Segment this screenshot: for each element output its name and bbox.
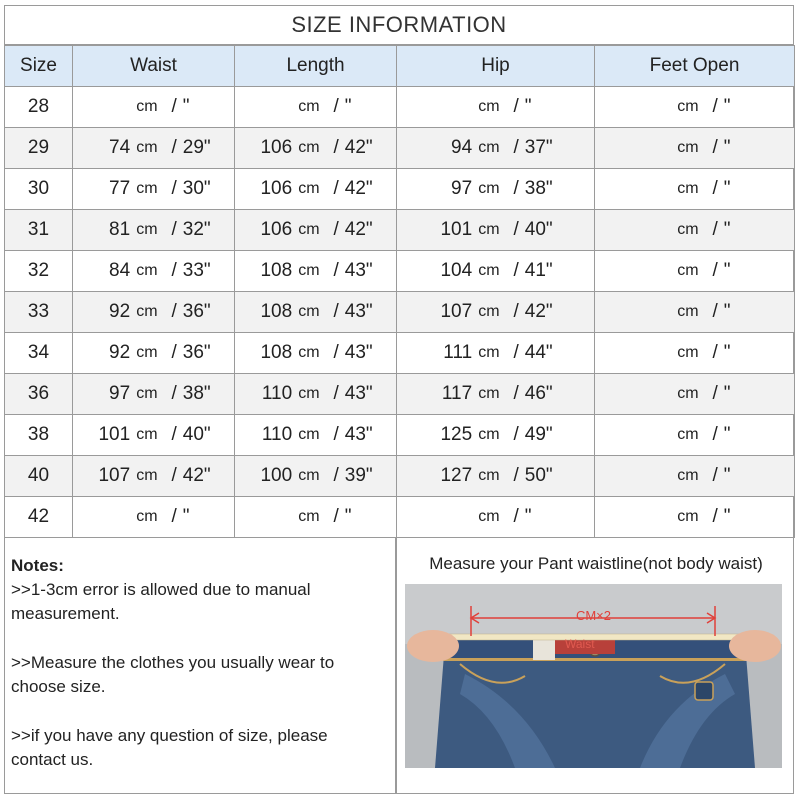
length-cell [235,415,397,456]
waist-inch-value: 38" [182,383,211,404]
unit-cm: cm [677,180,699,197]
header-feet-open: Feet Open [595,46,795,87]
feet-inch-value: " [723,137,731,158]
separator: / [171,342,177,363]
hip-inch-value: " [524,96,532,117]
separator: / [171,96,177,117]
unit-cm: cm [677,508,699,525]
length-inch-value: 43" [344,424,373,445]
feet-cell [595,374,795,415]
hip-cell [397,415,595,456]
unit-cm: cm [677,426,699,443]
note-item: >>if you have any question of size, please contact us. [11,726,328,769]
feet-inch-value: " [723,219,731,240]
length-cell [235,333,397,374]
unit-cm: cm [677,344,699,361]
separator: / [333,301,339,322]
note-item: >>1-3cm error is allowed due to manual measurement. [11,580,311,623]
size-cell: 28 [5,87,73,128]
feet-cell [595,169,795,210]
separator: / [513,96,519,117]
size-cell: 29 [5,128,73,169]
unit-cm: cm [298,508,320,525]
waist-cm-value: 107 [98,465,131,486]
feet-cell [595,87,795,128]
unit-cm: cm [136,180,158,197]
separator: / [513,137,519,158]
unit-cm: cm [298,262,320,279]
hip-cm-value: 117 [441,383,473,404]
header-size: Size [5,46,73,87]
hip-inch-value: 44" [524,342,553,363]
table-row [5,251,795,292]
table-row [5,415,795,456]
size-cell: 31 [5,210,73,251]
waist-inch-value: 29" [182,137,211,158]
waist-inch-value: 36" [182,301,211,322]
feet-cell [595,292,795,333]
chart-title: SIZE INFORMATION [4,5,794,45]
separator: / [513,260,519,281]
size-cell: 32 [5,251,73,292]
feet-cell [595,415,795,456]
waist-inch-value: " [182,506,190,527]
length-cm-value: 106 [260,178,293,199]
separator: / [333,424,339,445]
hip-cell [397,374,595,415]
separator: / [171,465,177,486]
table-header-row [5,46,795,87]
unit-cm: cm [478,139,500,156]
unit-cm: cm [478,344,500,361]
unit-cm: cm [478,508,500,525]
table-row [5,87,795,128]
header-waist: Waist [73,46,235,87]
waist-cell [73,292,235,333]
feet-inch-value: " [723,465,731,486]
hip-cell [397,87,595,128]
length-cm-value: 106 [260,219,293,240]
waist-inch-value: 32" [182,219,211,240]
separator: / [513,506,519,527]
unit-cm: cm [136,344,158,361]
hip-cm-value: 111 [443,342,473,363]
waist-cm-value: 97 [109,383,131,404]
separator: / [513,301,519,322]
length-inch-value: 43" [344,301,373,322]
hip-cell [397,497,595,538]
size-table [4,45,795,538]
separator: / [333,506,339,527]
hip-cell [397,333,595,374]
feet-cell [595,128,795,169]
separator: / [513,383,519,404]
separator: / [171,301,177,322]
length-inch-value: 39" [344,465,373,486]
waist-label-text: Waist [565,637,595,651]
hip-inch-value: 38" [524,178,553,199]
unit-cm: cm [298,303,320,320]
unit-cm: cm [478,221,500,238]
length-cell [235,169,397,210]
separator: / [712,137,718,158]
unit-cm: cm [298,98,320,115]
separator: / [513,219,519,240]
waist-cell [73,456,235,497]
hip-inch-value: 46" [524,383,553,404]
waist-cm-value: 84 [109,260,131,281]
unit-cm: cm [478,180,500,197]
size-cell: 36 [5,374,73,415]
separator: / [712,424,718,445]
unit-cm: cm [478,385,500,402]
header-length: Length [235,46,397,87]
waist-cell [73,87,235,128]
hip-cell [397,292,595,333]
unit-cm: cm [478,426,500,443]
length-inch-value: 42" [344,219,373,240]
separator: / [513,465,519,486]
unit-cm: cm [136,508,158,525]
unit-cm: cm [136,426,158,443]
hip-inch-value: 49" [524,424,553,445]
size-cell: 40 [5,456,73,497]
length-inch-value: 43" [344,383,373,404]
separator: / [513,424,519,445]
header-hip: Hip [397,46,595,87]
hip-cm-value: 104 [440,260,473,281]
separator: / [171,383,177,404]
length-inch-value: " [344,506,352,527]
separator: / [712,219,718,240]
length-cell [235,456,397,497]
separator: / [513,342,519,363]
waist-inch-value: 30" [182,178,211,199]
unit-cm: cm [478,98,500,115]
waist-cm-value: 101 [98,424,131,445]
separator: / [171,260,177,281]
unit-cm: cm [298,221,320,238]
unit-cm: cm [298,426,320,443]
table-row [5,456,795,497]
hip-cm-value: 97 [451,178,473,199]
unit-cm: cm [136,467,158,484]
jeans-waist-photo [405,584,782,768]
separator: / [712,465,718,486]
separator: / [712,178,718,199]
separator: / [712,301,718,322]
separator: / [712,260,718,281]
length-cm-value: 108 [260,301,293,322]
feet-inch-value: " [723,342,731,363]
separator: / [171,178,177,199]
waist-cm-value: 92 [109,301,131,322]
feet-inch-value: " [723,506,731,527]
separator: / [171,424,177,445]
size-cell: 30 [5,169,73,210]
unit-cm: cm [298,139,320,156]
hip-inch-value: 41" [524,260,553,281]
note-item: >>Measure the clothes you usually wear to choose size. [11,653,335,696]
hip-inch-value: " [524,506,532,527]
separator: / [712,96,718,117]
table-row [5,333,795,374]
length-cm-value: 100 [260,465,293,486]
waist-cell [73,128,235,169]
length-cell [235,210,397,251]
unit-cm: cm [677,139,699,156]
waist-cell [73,251,235,292]
separator: / [712,342,718,363]
table-row [5,292,795,333]
unit-cm: cm [136,139,158,156]
length-cell [235,251,397,292]
waist-cell [73,415,235,456]
measure-panel [396,537,794,794]
hip-cm-value: 127 [440,465,473,486]
separator: / [333,383,339,404]
length-cm-value: 106 [260,137,293,158]
feet-cell [595,251,795,292]
separator: / [712,383,718,404]
unit-cm: cm [478,467,500,484]
hip-inch-value: 37" [524,137,553,158]
size-cell: 33 [5,292,73,333]
measure-arrow-label: CM×2 [575,608,612,623]
hip-inch-value: 40" [524,219,553,240]
unit-cm: cm [677,98,699,115]
length-cm-value: 108 [260,342,293,363]
feet-inch-value: " [723,260,731,281]
hip-inch-value: 42" [524,301,553,322]
length-inch-value: 43" [344,260,373,281]
waist-cm-value: 92 [109,342,131,363]
hip-cm-value: 94 [451,137,473,158]
feet-inch-value: " [723,178,731,199]
size-cell: 34 [5,333,73,374]
separator: / [333,178,339,199]
feet-inch-value: " [723,424,731,445]
feet-inch-value: " [723,383,731,404]
waist-cell [73,374,235,415]
separator: / [333,137,339,158]
waist-inch-value: " [182,96,190,117]
table-row [5,169,795,210]
waist-cm-value: 77 [109,178,131,199]
waist-cell [73,333,235,374]
separator: / [171,506,177,527]
waist-inch-value: 33" [182,260,211,281]
hip-cell [397,456,595,497]
hip-inch-value: 50" [524,465,553,486]
waist-cm-value: 81 [109,219,131,240]
notes-title: Notes: [11,556,64,575]
unit-cm: cm [298,385,320,402]
unit-cm: cm [298,180,320,197]
unit-cm: cm [478,262,500,279]
hip-cell [397,251,595,292]
separator: / [333,96,339,117]
table-row [5,128,795,169]
length-cell [235,292,397,333]
separator: / [333,260,339,281]
feet-cell [595,497,795,538]
waist-cell [73,210,235,251]
waist-cell [73,169,235,210]
unit-cm: cm [478,303,500,320]
unit-cm: cm [136,98,158,115]
length-cell [235,87,397,128]
size-cell: 42 [5,497,73,538]
table-row [5,497,795,538]
hip-cell [397,169,595,210]
feet-inch-value: " [723,96,731,117]
separator: / [712,506,718,527]
unit-cm: cm [136,385,158,402]
unit-cm: cm [298,344,320,361]
length-cell [235,128,397,169]
feet-cell [595,456,795,497]
hip-cell [397,128,595,169]
feet-cell [595,210,795,251]
notes-panel [4,537,396,794]
separator: / [171,137,177,158]
unit-cm: cm [136,262,158,279]
unit-cm: cm [136,221,158,238]
length-inch-value: " [344,96,352,117]
length-cm-value: 108 [260,260,293,281]
unit-cm: cm [677,221,699,238]
table-row [5,210,795,251]
unit-cm: cm [677,262,699,279]
measure-title: Measure your Pant waistline(not body waist) [429,554,763,573]
length-cm-value: 110 [261,424,293,445]
unit-cm: cm [677,385,699,402]
hip-cm-value: 107 [440,301,473,322]
length-cm-value: 110 [261,383,293,404]
waist-cell [73,497,235,538]
separator: / [513,178,519,199]
hip-cm-value: 125 [440,424,473,445]
size-cell: 38 [5,415,73,456]
length-inch-value: 42" [344,178,373,199]
length-inch-value: 43" [344,342,373,363]
unit-cm: cm [677,303,699,320]
table-row [5,374,795,415]
waist-inch-value: 40" [182,424,211,445]
separator: / [333,342,339,363]
separator: / [171,219,177,240]
unit-cm: cm [136,303,158,320]
length-inch-value: 42" [344,137,373,158]
hip-cm-value: 101 [440,219,473,240]
hip-cell [397,210,595,251]
waist-cm-value: 74 [109,137,131,158]
waist-inch-value: 42" [182,465,211,486]
separator: / [333,465,339,486]
separator: / [333,219,339,240]
feet-inch-value: " [723,301,731,322]
feet-cell [595,333,795,374]
unit-cm: cm [298,467,320,484]
length-cell [235,374,397,415]
unit-cm: cm [677,467,699,484]
waist-inch-value: 36" [182,342,211,363]
length-cell [235,497,397,538]
